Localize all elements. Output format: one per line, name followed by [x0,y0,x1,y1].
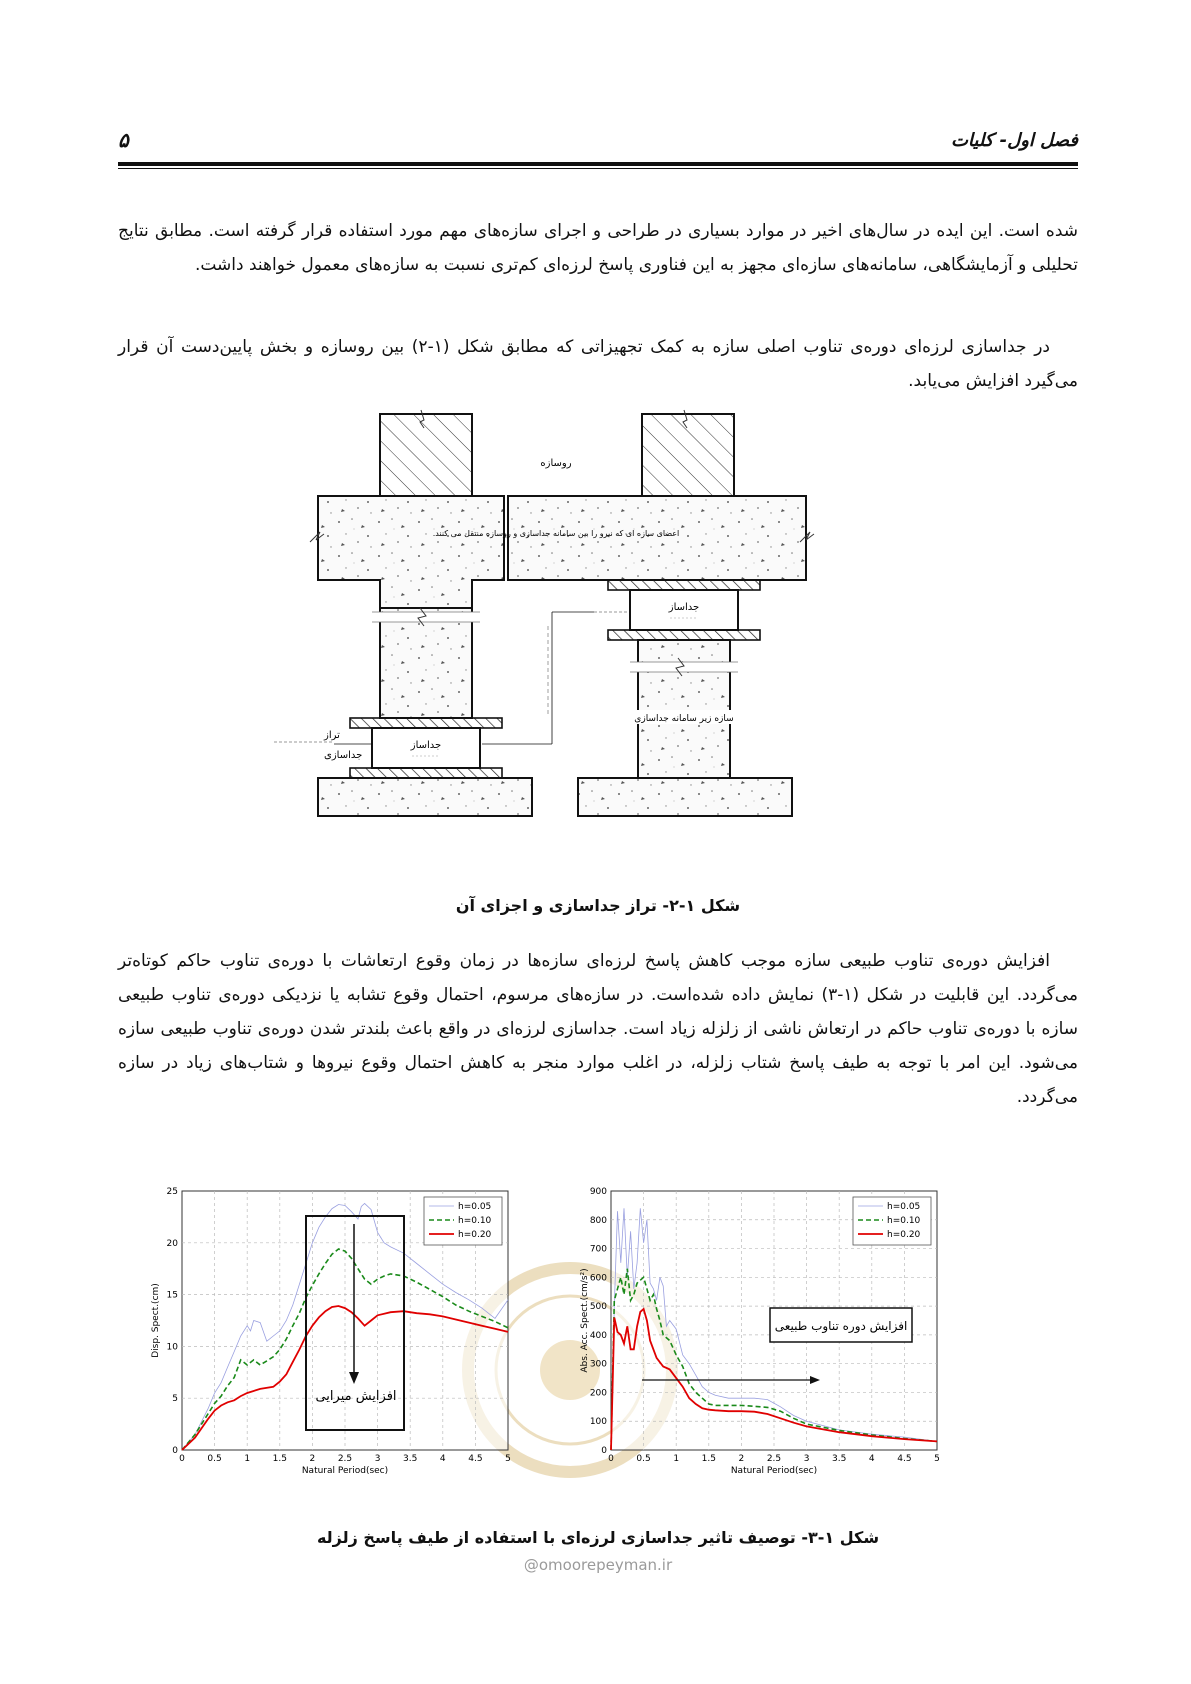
disp-y-axis-label: Disp. Spect.(cm) [151,1283,161,1358]
disp-legend-label: h=0.05 [458,1202,492,1212]
right-isolator-label: جداساز [668,602,700,613]
right-isolator-bottom-plate [608,630,760,640]
left-foundation [318,778,532,816]
disp-x-tick-label: 1 [244,1454,251,1464]
acc-x-tick-label: 0.5 [636,1454,651,1464]
acc-y-tick-label: 200 [589,1388,607,1399]
acc-x-tick-label: 3.5 [832,1454,847,1464]
disp-y-tick-label: 25 [166,1187,178,1197]
isolation-level-label-2: جداسازی [324,750,363,761]
acc-y-axis-label: Abs. Acc. Spect.(cm/s²) [580,1268,590,1373]
superstructure-label: روسازه [540,458,572,469]
acc-y-tick-label: 800 [589,1215,607,1226]
disp-x-tick-label: 4 [439,1454,446,1464]
page-number: ۵ [118,128,129,152]
displacement-spectrum-chart [151,1187,511,1476]
left-isolator-label: جداساز [410,740,442,751]
figure-1-caption: شکل ۱-۲- تراز جداسازی و اجزای آن [455,896,741,915]
acc-y-tick-label: 700 [589,1244,607,1255]
right-substructure-column [638,640,730,778]
disp-legend-label: h=0.20 [458,1230,492,1240]
disp-x-tick-label: 1.5 [272,1454,287,1464]
chapter-title: فصل اول- کلیات [950,130,1078,151]
disp-y-tick-label: 0 [172,1446,178,1456]
isolation-diagram-svg [294,414,904,902]
acc-x-tick-label: 3 [803,1454,810,1464]
disp-y-tick-label: 20 [166,1238,178,1249]
acc-x-tick-label: 5 [934,1454,940,1464]
watermark-url: @omoorepeyman.ir [523,1556,673,1574]
disp-y-tick-label: 15 [166,1290,178,1301]
disp-x-tick-label: 0 [179,1454,185,1464]
substructure-label: سازه زیر سامانه جداسازی [634,714,734,724]
acc-y-tick-label: 400 [589,1330,607,1341]
figure-3-caption: شکل ۱-۳- توصیف تاثیر جداسازی لرزه‌ای با استفاده از طیف پاسخ زلزله [316,1528,880,1547]
acc-y-tick-label: 0 [601,1446,607,1456]
disp-x-axis-label: Natural Period(sec) [301,1466,389,1476]
acc-x-tick-label: 4.5 [897,1454,912,1464]
left-isolator-top-plate [350,718,502,728]
disp-y-tick-label: 10 [166,1342,178,1353]
paragraph-1: شده است. این ایده در سال‌های اخیر در موارد بسیاری در طراحی و اجرای سازه‌های مهم مورد استفاده قرار گرفته است. مطابق نتایج تحلیلی و آزمایشگاهی، سامانه‌های سازه‌ای مجهز به این فناوری پاسخ لرزه‌ای کم‌تری نسبت به سازه‌های معمول خواهند داشت. [118,221,1078,275]
acc-x-axis-label: Natural Period(sec) [730,1466,818,1476]
response-spectra-figure [151,1187,1023,1528]
transfer-members-label: اعضای سازه ای که نیرو را بین سامانه جداسازی و روسازه منتقل می کنند. [432,529,680,538]
acc-legend-label: h=0.10 [887,1216,921,1226]
acc-x-tick-label: 4 [868,1454,875,1464]
isolation-diagram [294,414,904,902]
acc-y-tick-label: 300 [589,1359,607,1370]
page-header [118,128,1078,164]
acc-x-tick-label: 1 [673,1454,680,1464]
disp-x-tick-label: 5 [505,1454,511,1464]
acc-x-tick-label: 2.5 [766,1454,782,1464]
disp-x-tick-label: 3 [374,1454,381,1464]
isolation-level-label-1: تراز [324,730,340,741]
disp-x-tick-label: 3.5 [403,1454,418,1464]
acc-x-tick-label: 0 [608,1454,614,1464]
acc-y-tick-label: 500 [589,1302,607,1313]
acc-y-tick-label: 900 [589,1187,607,1197]
disp-x-tick-label: 4.5 [468,1454,483,1464]
acc-y-tick-label: 100 [589,1417,607,1428]
disp-x-tick-label: 2 [309,1454,316,1464]
disp-legend-label: h=0.10 [458,1216,492,1226]
left-pier [380,608,472,718]
right-foundation [578,778,792,816]
right-isolator-top-plate [608,580,760,590]
left-slab [318,496,504,608]
right-slab [508,496,806,580]
acc-legend-label: h=0.20 [887,1230,921,1240]
acc-y-tick-label: 600 [589,1273,607,1284]
period-annotation: افزایش دوره تناوب طبیعی [774,1319,908,1333]
left-isolator-bottom-plate [350,768,502,778]
acc-x-tick-label: 1.5 [701,1454,716,1464]
header-rule-thin [118,168,1078,169]
disp-x-tick-label: 0.5 [207,1454,222,1464]
response-spectra-svg [151,1187,1023,1528]
acc-legend-label: h=0.05 [887,1202,921,1212]
paragraph-3: افزایش دوره‌ی تناوب طبیعی سازه موجب کاهش پاسخ لرزه‌ای سازه‌ها در زمان وقوع ارتعاشات با دوره‌ی تناوب حاکم کوتاه‌تر می‌گردد. این قابلیت در شکل (۱-۳) نمایش داده شده‌است. در سازه‌های مرسوم، احتمال وقوع تشابه یا نزدیکی دوره‌ی تناوب طبیعی سازه با دوره‌ی تناوب حاکم در ارتعاش ناشی از زلزله زیاد است. جداسازی لرزه‌ای در واقع باعث بلندتر شدن دوره‌ی تناوب طبیعی سازه می‌شود. این امر با توجه به طیف پاسخ شتاب زلزله، در اغلب موارد منجر به کاهش احتمال وقوع نیروها و شتاب‌های زیاد در سازه می‌گردد. [118,951,1078,1107]
acc-x-tick-label: 2 [738,1454,745,1464]
left-upper-column [380,414,472,496]
right-upper-column [642,414,734,496]
disp-x-tick-label: 2.5 [337,1454,353,1464]
paragraph-2: در جداسازی لرزه‌ای دوره‌ی تناوب اصلی سازه به کمک تجهیزاتی که مطابق شکل (۱-۲) بین روسازه و بخش پایین‌دست آن قرار می‌گیرد افزایش می‌یابد. [118,337,1078,391]
disp-y-tick-label: 5 [172,1394,178,1405]
damping-annotation: افزایش میرایی [315,1389,397,1404]
header-rule-thick [118,162,1078,166]
